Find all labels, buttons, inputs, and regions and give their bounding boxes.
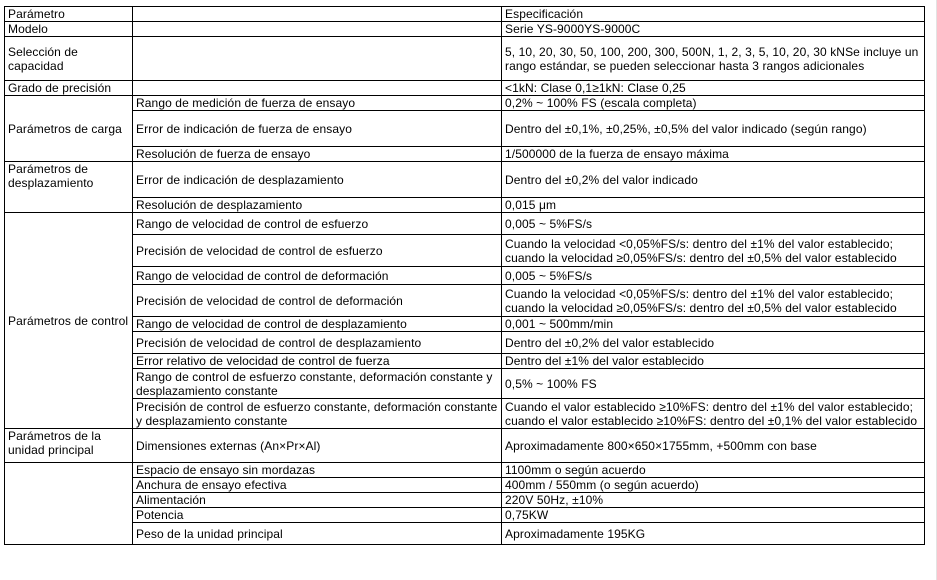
- subparameter-cell[interactable]: [133, 22, 502, 37]
- specification-text: 400mm / 550mm (o según acuerdo): [505, 478, 699, 492]
- subparameter-cell[interactable]: Dimensiones externas (An×Pr×Al): [133, 429, 502, 463]
- specification-text: Cuando la velocidad <0,05%FS/s: dentro del ±1% del valor establecido;: [505, 286, 894, 301]
- subparameter-cell[interactable]: Alimentación: [133, 493, 502, 508]
- table-row: [5, 213, 925, 235]
- table-row: [5, 354, 925, 369]
- specification-cell[interactable]: [502, 267, 925, 285]
- table-row: [5, 508, 925, 523]
- header-specification-cell[interactable]: Especificación: [502, 7, 925, 22]
- group-parameter-cell[interactable]: [5, 463, 133, 545]
- table-row: [5, 267, 925, 285]
- specification-cell[interactable]: [502, 162, 925, 198]
- specification-text: 5, 10, 20, 30, 50, 100, 200, 300, 500N, 1, 2, 3, 5, 10, 20, 30 kNSe incluye un: [505, 44, 919, 59]
- parameter-cell[interactable]: Grado de precisión: [5, 81, 133, 96]
- table-row: [5, 147, 925, 162]
- specification-table: [4, 6, 925, 545]
- specification-text: 0,005 ~ 5%FS/s: [505, 268, 593, 283]
- table-row: [5, 523, 925, 545]
- subparameter-cell[interactable]: Precisión de velocidad de control de deformación: [133, 285, 502, 317]
- subparameter-cell[interactable]: Resolución de desplazamiento: [133, 198, 502, 213]
- table-row: [5, 37, 925, 81]
- specification-cell[interactable]: [502, 111, 925, 147]
- subparameter-cell[interactable]: Precisión de velocidad de control de esfuerzo: [133, 235, 502, 267]
- specification-cell[interactable]: [502, 429, 925, 463]
- subparameter-cell[interactable]: Rango de medición de fuerza de ensayo: [133, 96, 502, 111]
- specification-text: Dentro del ±1% del valor establecido: [505, 354, 704, 368]
- specification-cell[interactable]: [502, 81, 925, 96]
- table-row: [5, 478, 925, 493]
- specification-cell[interactable]: [502, 354, 925, 369]
- specification-cell[interactable]: [502, 235, 925, 267]
- table-row: [5, 96, 925, 111]
- specification-text: cuando el valor establecido ≥10%FS: dentro del ±0,1% del valor establecido: [505, 413, 918, 428]
- group-parameter-cell[interactable]: Parámetros de control: [5, 213, 133, 429]
- specification-text: cuando la velocidad ≥0,05%FS/s: dentro del ±0,5% del valor establecido: [505, 250, 897, 265]
- specification-text: Dentro del ±0,1%, ±0,25%, ±0,5% del valor indicado (según rango): [505, 121, 867, 136]
- specification-text: 1100mm o según acuerdo: [505, 463, 646, 477]
- specification-text: 0,015 μm: [505, 198, 557, 212]
- table-row: [5, 235, 925, 267]
- specification-text: 0,2% ~ 100% FS (escala completa): [505, 96, 697, 110]
- subparameter-cell[interactable]: Peso de la unidad principal: [133, 523, 502, 545]
- subparameter-cell[interactable]: Precisión de control de esfuerzo constante, deformación constante y desplazamiento constante: [133, 399, 502, 429]
- specification-text: cuando la velocidad ≥0,05%FS/s: dentro del ±0,5% del valor establecido: [505, 300, 897, 315]
- specification-cell[interactable]: [502, 147, 925, 162]
- specification-table-body: [5, 7, 925, 545]
- header-parameter-cell[interactable]: Parámetro: [5, 7, 133, 22]
- specification-text: 0,005 ~ 5%FS/s: [505, 216, 593, 231]
- specification-text: Aproximadamente 195KG: [505, 526, 646, 541]
- specification-text: rango estándar, se pueden seleccionar hasta 3 rangos adicionales: [505, 58, 865, 73]
- subparameter-cell[interactable]: [133, 37, 502, 81]
- specification-text: 1/500000 de la fuerza de ensayo máxima: [505, 147, 729, 161]
- table-row: [5, 285, 925, 317]
- specification-text: 220V 50Hz, ±10%: [505, 493, 604, 507]
- table-row: [5, 493, 925, 508]
- subparameter-cell[interactable]: Error de indicación de desplazamiento: [133, 162, 502, 198]
- specification-cell[interactable]: [502, 332, 925, 354]
- specification-cell[interactable]: [502, 213, 925, 235]
- subparameter-cell[interactable]: Anchura de ensayo efectiva: [133, 478, 502, 493]
- specification-text: 0,5% ~ 100% FS: [505, 376, 597, 391]
- specification-text: 0,75KW: [505, 508, 549, 522]
- specification-cell[interactable]: [502, 478, 925, 493]
- subparameter-cell[interactable]: Rango de velocidad de control de esfuerzo: [133, 213, 502, 235]
- specification-cell[interactable]: [502, 369, 925, 399]
- specification-cell[interactable]: [502, 317, 925, 332]
- specification-text: Dentro del ±0,2% del valor indicado: [505, 172, 698, 187]
- table-row: [5, 162, 925, 198]
- specification-cell[interactable]: [502, 96, 925, 111]
- specification-cell[interactable]: [502, 22, 925, 37]
- specification-cell[interactable]: [502, 37, 925, 81]
- subparameter-cell[interactable]: Error relativo de velocidad de control de fuerza: [133, 354, 502, 369]
- table-row: [5, 198, 925, 213]
- specification-text: Aproximadamente 800×650×1755mm, +500mm con base: [505, 438, 817, 453]
- table-row: [5, 317, 925, 332]
- specification-text: Dentro del ±0,2% del valor establecido: [505, 335, 715, 350]
- subparameter-cell[interactable]: Precisión de velocidad de control de desplazamiento: [133, 332, 502, 354]
- specification-cell[interactable]: [502, 285, 925, 317]
- specification-text: Serie YS-9000YS-9000C: [505, 22, 641, 36]
- table-row: [5, 22, 925, 37]
- table-row: [5, 369, 925, 399]
- table-row: [5, 111, 925, 147]
- table-row: [5, 81, 925, 96]
- header-blank-cell[interactable]: [133, 7, 502, 22]
- parameter-cell[interactable]: Selección de capacidad: [5, 37, 133, 81]
- specification-cell[interactable]: [502, 493, 925, 508]
- specification-cell[interactable]: [502, 523, 925, 545]
- subparameter-cell[interactable]: Potencia: [133, 508, 502, 523]
- table-row: [5, 332, 925, 354]
- specification-text: Cuando el valor establecido ≥10%FS: dentro del ±1% del valor establecido;: [505, 399, 914, 414]
- parameter-cell[interactable]: Modelo: [5, 22, 133, 37]
- group-parameter-cell[interactable]: Parámetros de carga: [5, 96, 133, 162]
- table-row: [5, 463, 925, 478]
- table-row: [5, 399, 925, 429]
- group-parameter-cell[interactable]: Parámetros de la unidad principal: [5, 429, 133, 463]
- subparameter-cell[interactable]: Resolución de fuerza de ensayo: [133, 147, 502, 162]
- specification-cell[interactable]: [502, 399, 925, 429]
- subparameter-cell[interactable]: Rango de velocidad de control de desplazamiento: [133, 317, 502, 332]
- table-row: [5, 429, 925, 463]
- group-parameter-cell[interactable]: Parámetros de desplazamiento: [5, 162, 133, 213]
- specification-cell[interactable]: [502, 508, 925, 523]
- table-header-row: [5, 7, 925, 22]
- subparameter-cell[interactable]: Error de indicación de fuerza de ensayo: [133, 111, 502, 147]
- specification-cell[interactable]: [502, 463, 925, 478]
- specification-text: Cuando la velocidad <0,05%FS/s: dentro del ±1% del valor establecido;: [505, 236, 894, 251]
- subparameter-cell[interactable]: Rango de control de esfuerzo constante, deformación constante y desplazamiento constante: [133, 369, 502, 399]
- specification-cell[interactable]: [502, 198, 925, 213]
- specification-text: <1kN: Clase 0,1≥1kN: Clase 0,25: [505, 81, 686, 95]
- specification-text: 0,001 ~ 500mm/min: [505, 317, 614, 331]
- subparameter-cell[interactable]: Rango de velocidad de control de deformación: [133, 267, 502, 285]
- subparameter-cell[interactable]: Espacio de ensayo sin mordazas: [133, 463, 502, 478]
- subparameter-cell[interactable]: [133, 81, 502, 96]
